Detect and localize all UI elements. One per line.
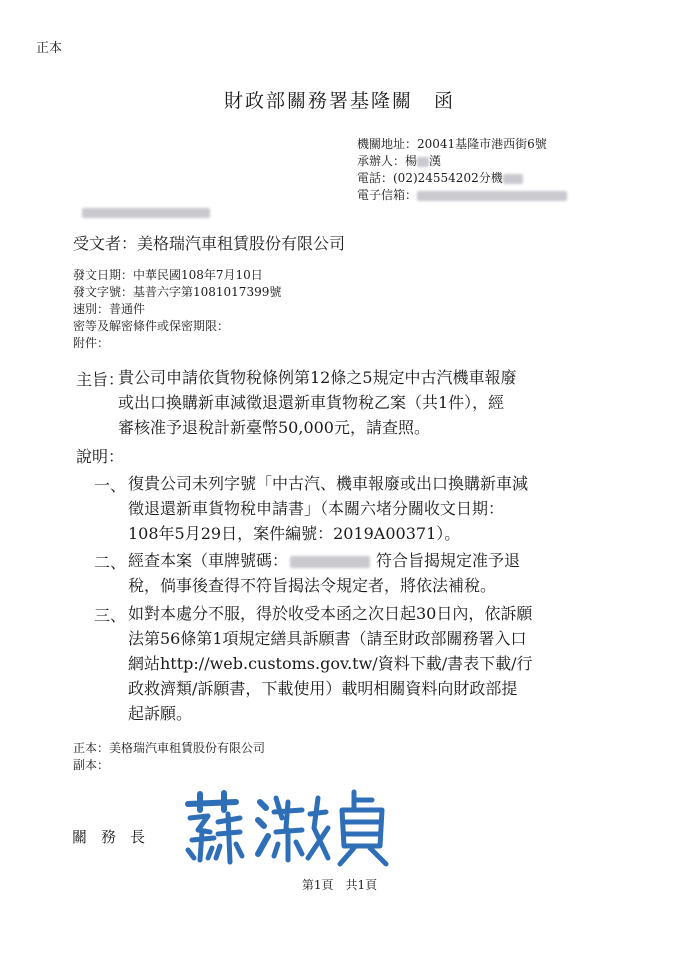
redaction-block [417, 191, 567, 201]
handler-prefix: 承辦人：楊 [357, 154, 418, 168]
item-line: 政救濟類/訴願書，下載使用）載明相關資料向財政部提 [128, 679, 518, 698]
item-number: 二、 [94, 553, 127, 572]
redaction-block [290, 556, 370, 568]
item-line-suffix: 符合旨揭規定准予退 [376, 551, 521, 570]
delivery-speed: 速別：普通件 [73, 302, 146, 316]
cc-copy-recipient: 副本： [73, 758, 110, 772]
handler-suffix: 漢 [429, 154, 442, 168]
item-line: 網站http://web.customs.gov.tw/資料下載/書表下載/行 [128, 654, 533, 673]
attachment: 附件： [73, 336, 110, 350]
item-line: 起訴願。 [128, 704, 193, 723]
subject-line: 或出口換購新車減徵退還新車貨物稅乙案（共1件），經 [118, 393, 505, 412]
item-line: 108年5月29日，案件編號：2019A00371）。 [128, 524, 461, 543]
subject-line: 貴公司申請依貨物稅條例第12條之5規定中古汽機車報廢 [118, 368, 517, 387]
email-label: 電子信箱： [357, 188, 418, 202]
copy-mark: 正本 [36, 41, 63, 56]
letter-title: 財政部關務署基隆關 函 [223, 90, 455, 112]
director-title: 關務長 [72, 828, 160, 846]
item-number: 一、 [94, 476, 127, 495]
item-line: 復貴公司未列字號「中古汽、機車報廢或出口換購新車減 [128, 474, 529, 493]
signature-text: 蘇淑貞 [178, 788, 181, 789]
cc-main-recipient: 正本：美格瑞汽車租賃股份有限公司 [73, 741, 266, 755]
subject-body [118, 365, 628, 440]
item-line: 稅，倘事後查得不符旨揭法令規定者，將依法補稅。 [128, 576, 497, 595]
classification: 密等及解密條件或保密期限： [73, 319, 230, 333]
subject-line: 審核准予退稅計新臺幣50,000元，請查照。 [118, 418, 430, 437]
item-line: 如對本處分不服，得於收受本函之次日起30日內，依訴願 [128, 604, 533, 623]
item-line [128, 548, 520, 573]
contact-handler [357, 152, 441, 169]
explanation-label: 說明： [76, 447, 125, 466]
redaction-block [503, 174, 523, 184]
item-number: 三、 [94, 606, 127, 625]
contact-phone [357, 169, 523, 186]
issue-number: 發文字號：基普六字第1081017399號 [73, 285, 282, 299]
director-signature-seal [178, 788, 393, 868]
item-line: 法第56條第1項規定繕具訴願書（請至財政部關務署入口 [128, 629, 527, 648]
redaction-block [417, 157, 429, 167]
contact-email [357, 186, 567, 203]
contact-address: 機關地址：20041基隆市港西街6號 [357, 137, 547, 151]
issue-date: 發文日期：中華民國108年7月10日 [73, 268, 263, 282]
phone-text: 電話：(02)24554202分機 [357, 171, 503, 185]
subject-label: 主旨： [76, 370, 125, 389]
redacted-reference-code [82, 208, 210, 218]
page-footer: 第1頁 共1頁 [301, 878, 378, 892]
item-line: 徵退還新車貨物稅申請書」（本關六堵分關收文日期： [128, 499, 505, 518]
recipient: 受文者：美格瑞汽車租賃股份有限公司 [73, 234, 346, 253]
item-line-prefix: 經查本案（車牌號碼： [128, 551, 289, 570]
